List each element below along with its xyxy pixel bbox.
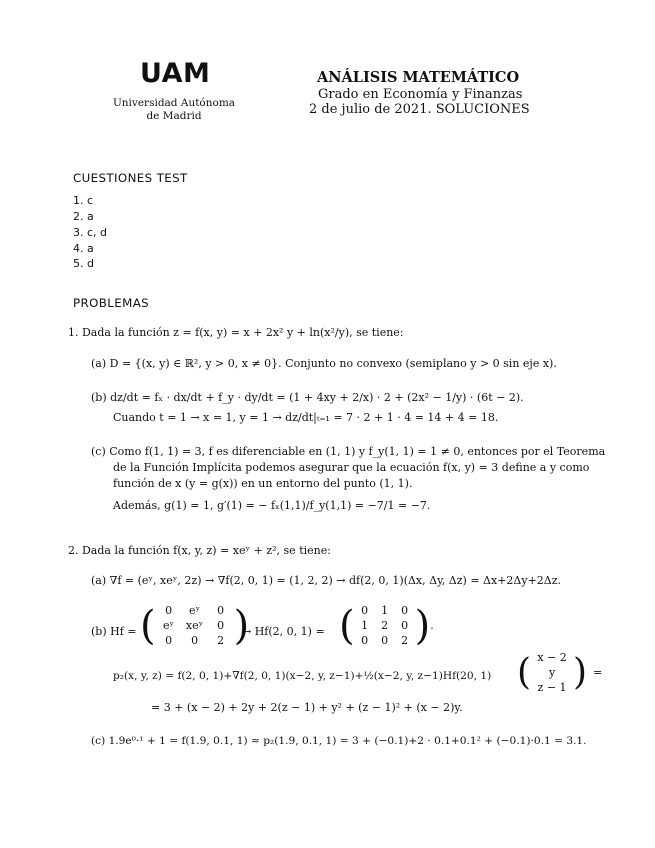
problem-2-b-label: (b) Hf = [91, 625, 137, 638]
vector-cell: y [548, 666, 556, 679]
test-answer: 5. d [73, 257, 94, 270]
page-title: ANÁLISIS MATEMÁTICO [317, 69, 520, 86]
hessian-arrow-text: → Hf(2, 0, 1) = [242, 625, 325, 638]
test-answer: 1. c [73, 194, 94, 207]
matrix-cell: 2 [401, 634, 409, 647]
problem-1-c-line4: Además, g(1) = 1, g′(1) = − fₓ(1,1)/f_y(1,1) = −7/1 = −7. [113, 499, 431, 512]
problem-1-b-line1: (b) dz/dt = fₓ · dx/dt + f_y · dy/dt = (1 + 4xy + 2/x) · 2 + (2x² − 1/y) · (6t − 2). [91, 391, 524, 404]
problem-2-a: (a) ∇f = (eʸ, xeʸ, 2z) → ∇f(2, 0, 1) = (1, 2, 2) → df(2, 0, 1)(Δx, Δy, Δz) = Δx+2Δy+2Δz. [91, 574, 562, 587]
matrix-cell: xeʸ [185, 619, 204, 632]
taylor-polynomial-result: = 3 + (x − 2) + 2y + 2(z − 1) + y² + (z − 1)² + (x − 2)y. [151, 701, 463, 714]
matrix-cell: eʸ [163, 619, 175, 632]
problem-1-a: (a) D = {(x, y) ∈ ℝ², y > 0, x ≠ 0}. Conjunto no convexo (semiplano y > 0 sin eje x). [91, 357, 557, 370]
matrix-cell: 0 [217, 604, 225, 617]
vector-cell: z − 1 [537, 681, 567, 694]
test-answer: 3. c, d [73, 226, 108, 239]
university-line-2: de Madrid [146, 110, 202, 122]
test-answer: 4. a [73, 242, 94, 255]
subtitle-date: 2 de julio de 2021. SOLUCIONES [309, 102, 530, 117]
matrix-cell: 0 [165, 634, 173, 647]
university-line-1: Universidad Autónoma [112, 97, 236, 109]
matrix-cell: 0 [361, 604, 369, 617]
test-heading: CUESTIONES TEST [73, 171, 188, 185]
matrix-cell: 1 [381, 604, 389, 617]
problem-2-intro: 2. Dada la función f(x, y, z) = xeʸ + z², se tiene: [68, 544, 331, 557]
problem-1-c-line1: (c) Como f(1, 1) = 3, f es diferenciable en (1, 1) y f_y(1, 1) = 1 ≠ 0, entonces por el Teorema [91, 445, 606, 458]
matrix-cell: 0 [217, 619, 225, 632]
matrix-cell: 0 [361, 634, 369, 647]
problem-1-intro: 1. Dada la función z = f(x, y) = x + 2x² y + ln(x²/y), se tiene: [68, 326, 404, 339]
problem-2-c: (c) 1.9e⁰·¹ + 1 = f(1.9, 0.1, 1) ≈ p₂(1.9, 0.1, 1) = 3 + (−0.1)+2 · 0.1+0.1² + (−0.1)·0.1 = 3.1. [91, 735, 587, 747]
university-name [104, 97, 244, 123]
vector-cell: x − 2 [537, 651, 567, 664]
hessian-value-matrix: ( 0 1 0 1 2 0 0 0 2 ) . [339, 602, 434, 649]
matrix-cell: 2 [217, 634, 225, 647]
problem-1-b-line2: Cuando t = 1 → x = 1, y = 1 → dz/dt|ₜ₌₁ = 7 · 2 + 1 · 4 = 14 + 4 = 18. [113, 411, 499, 424]
problems-heading: PROBLEMAS [73, 296, 150, 310]
matrix-cell: 0 [165, 604, 173, 617]
matrix-cell: 0 [381, 634, 389, 647]
matrix-cell: 0 [191, 634, 199, 647]
matrix-cell: 0 [401, 604, 409, 617]
matrix-cell: 1 [361, 619, 369, 632]
problem-1-c-line3: función de x (y = g(x)) en un entorno del punto (1, 1). [113, 477, 413, 490]
hessian-matrix: ( 0 eʸ 0 eʸ xeʸ 0 0 0 2 ) [140, 602, 250, 649]
matrix-cell: 2 [381, 619, 389, 632]
column-vector: ( x − 2 y z − 1 ) = [517, 651, 603, 694]
test-answer: 2. a [73, 210, 94, 223]
subtitle-degree: Grado en Economía y Finanzas [318, 87, 523, 102]
problem-1-c-line2: de la Función Implícita podemos asegurar que la ecuación f(x, y) = 3 define a y como [113, 461, 590, 474]
matrix-cell: 0 [401, 619, 409, 632]
taylor-polynomial-line: p₂(x, y, z) = f(2, 0, 1)+∇f(2, 0, 1)(x−2, y, z−1)+½(x−2, y, z−1)Hf(20, 1) [113, 670, 492, 682]
uam-logo: UAM [140, 58, 211, 89]
matrix-cell: eʸ [189, 604, 201, 617]
